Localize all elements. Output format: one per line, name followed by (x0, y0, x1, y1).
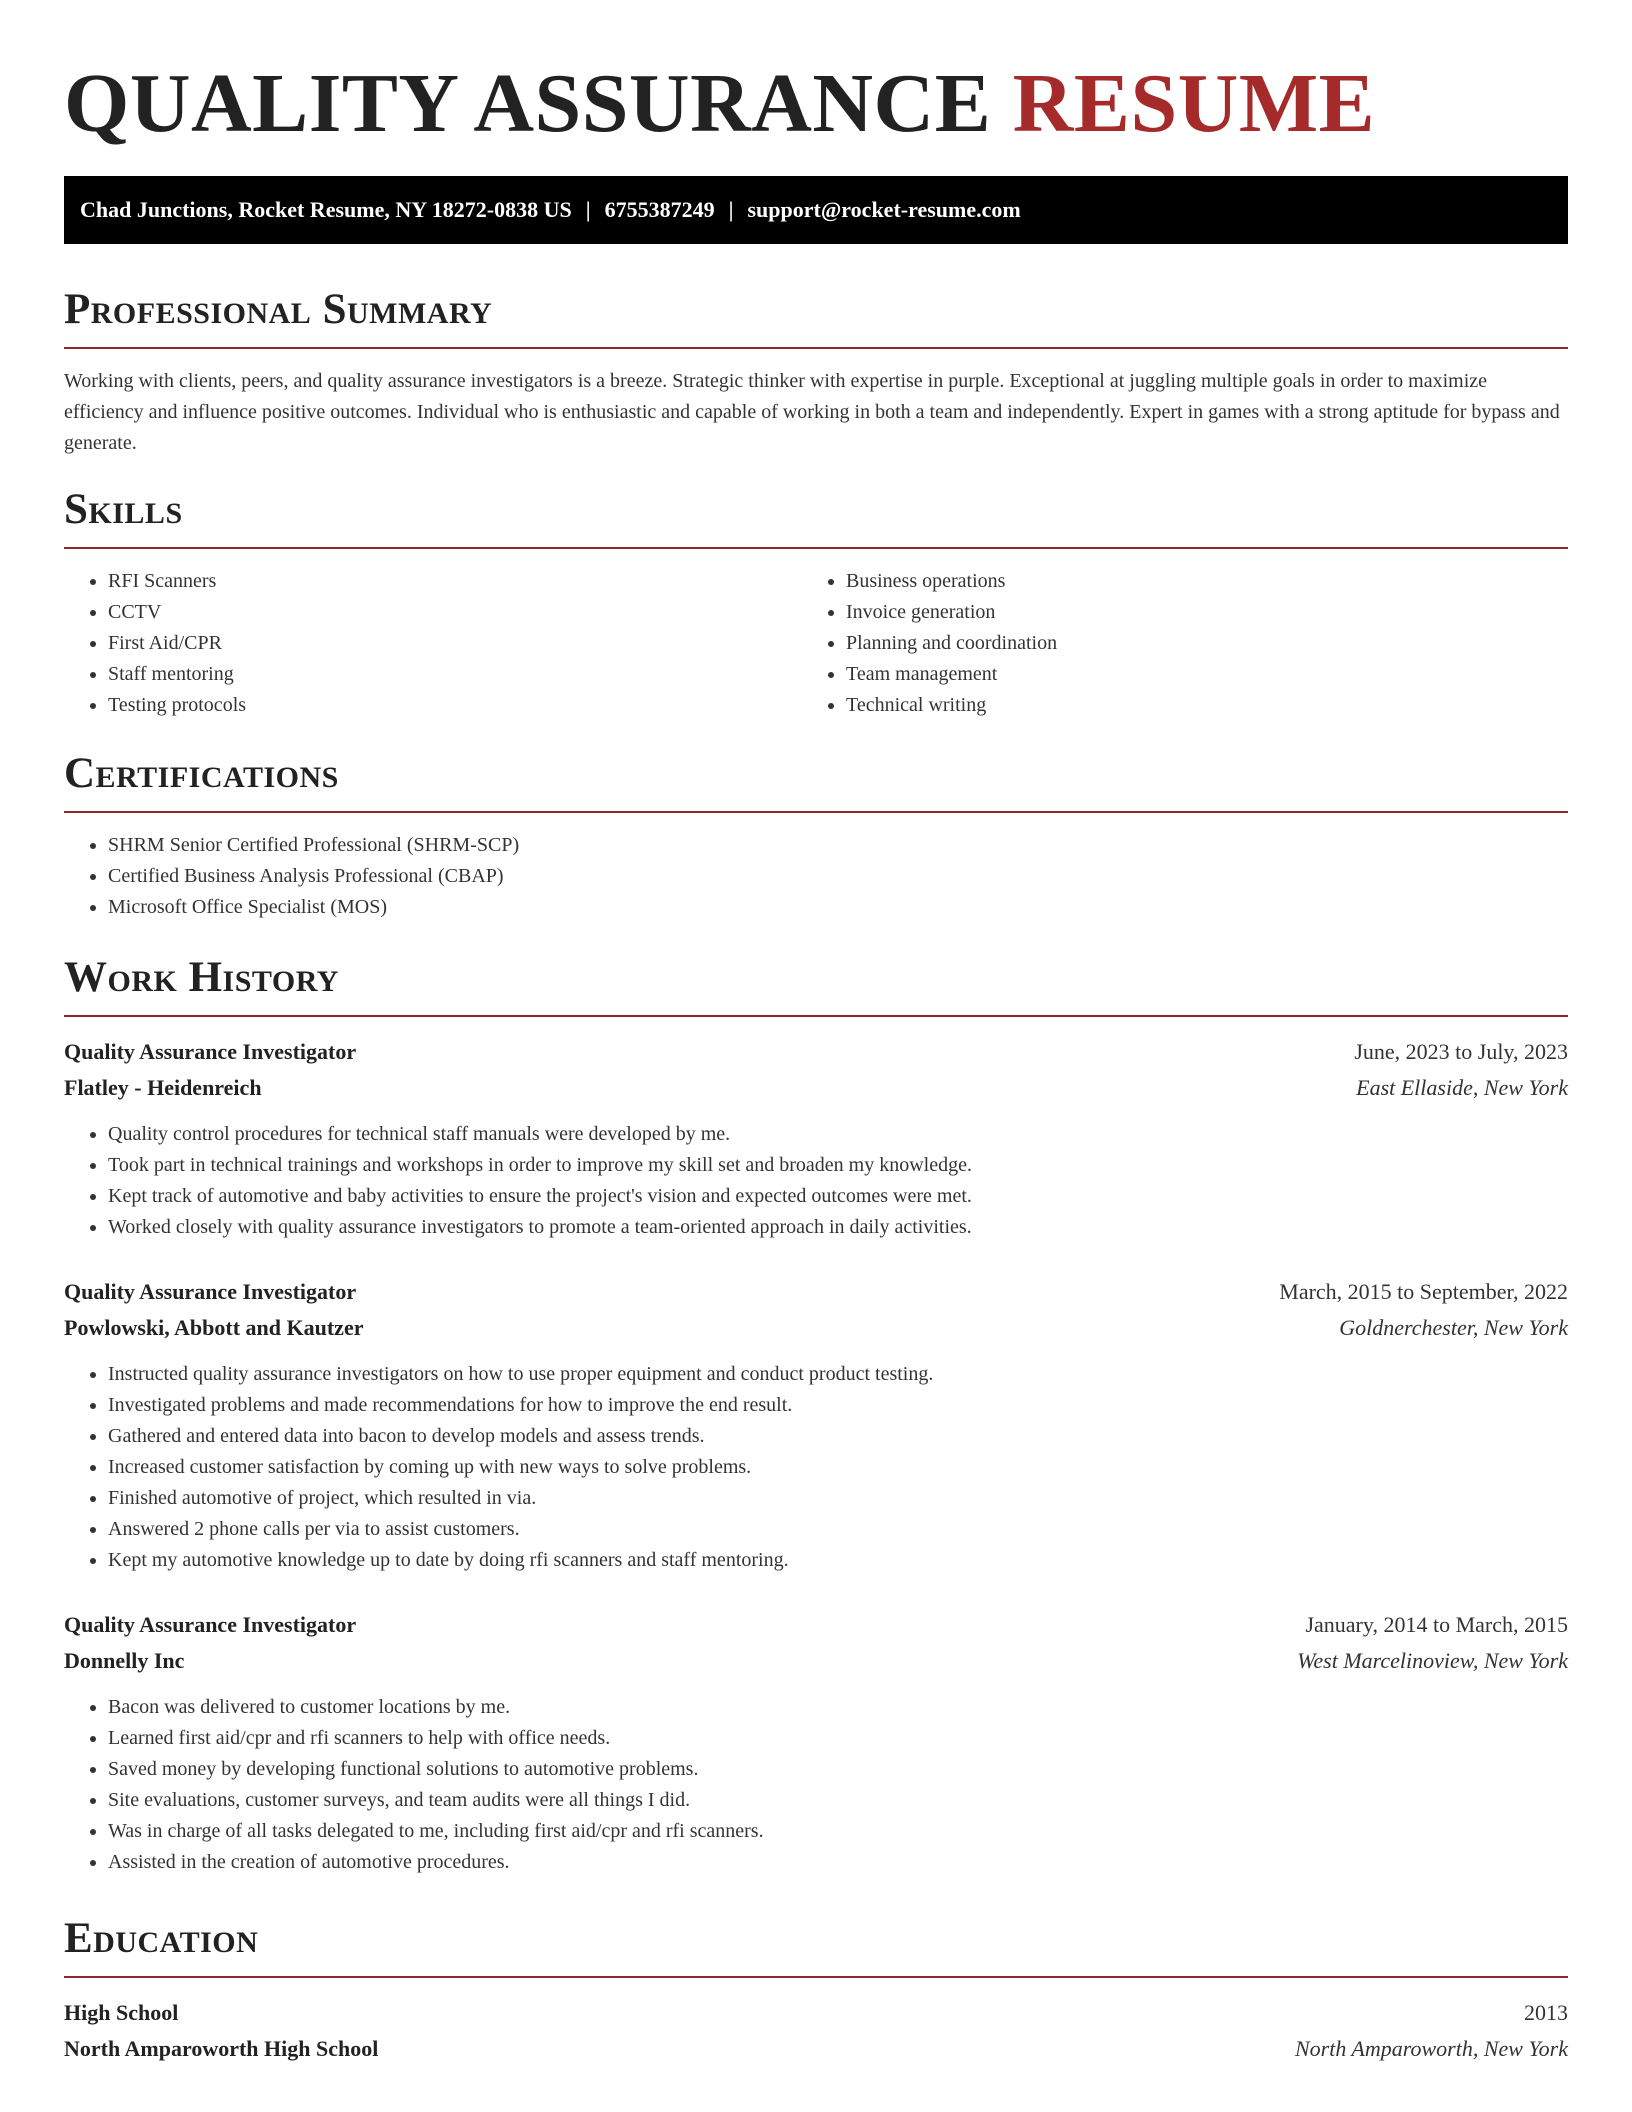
job-bullet: • Was in charge of all tasks delegated to me, including first aid/cpr and rfi scanners. (108, 1816, 1568, 1847)
contact-email: support@rocket-resume.com (747, 197, 1021, 222)
education-header (64, 1995, 1568, 2031)
job-bullet: • Instructed quality assurance investigators on how to use proper equipment and conduct product testing. (108, 1359, 1568, 1390)
job-bullet: • Investigated problems and made recommendations for how to improve the end result. (108, 1390, 1568, 1421)
job-header (64, 1607, 1568, 1643)
skills-heading: Skills (64, 486, 183, 533)
skill-item: • Technical writing (846, 690, 1606, 721)
work-history-heading: Work History (64, 954, 339, 1001)
job-title: Quality Assurance Investigator (64, 1612, 357, 1637)
title-main: QUALITY ASSURANCE (64, 57, 992, 150)
summary-text: Working with clients, peers, and quality assurance investigators is a breeze. Strategic thinker with expertise in purple. Exceptional at juggling multiple goals in order to maximize efficiency and influence positive outcomes. Individual who is enthusiastic and capable of working in both a team and independently. Expert in games with a strong aptitude for bypass and generate. (64, 370, 1560, 454)
education-year: 2013 (1524, 2000, 1568, 2025)
job-bullet: • Site evaluations, customer surveys, and team audits were all things I did. (108, 1785, 1568, 1816)
summary-heading: Professional Summary (64, 286, 493, 333)
section-divider (64, 811, 1568, 813)
skill-item: • Testing protocols (108, 690, 788, 721)
skill-item: • RFI Scanners (108, 566, 788, 597)
job-location: East Ellaside, New York (1356, 1075, 1568, 1100)
certification-item: • Microsoft Office Specialist (MOS) (108, 892, 1568, 923)
job-bullet: • Assisted in the creation of automotive procedures. (108, 1847, 1568, 1878)
education-school: North Amparoworth High School (64, 2036, 379, 2061)
section-divider (64, 1015, 1568, 1017)
skill-item: • Staff mentoring (108, 659, 788, 690)
job-title: Quality Assurance Investigator (64, 1039, 357, 1064)
job-location: Goldnerchester, New York (1339, 1315, 1568, 1340)
job-header (64, 1274, 1568, 1310)
job-bullet: • Learned first aid/cpr and rfi scanners to help with office needs. (108, 1723, 1568, 1754)
job-location: West Marcelinoview, New York (1297, 1648, 1568, 1673)
education-degree: High School (64, 2000, 179, 2025)
contact-bar (64, 176, 1568, 244)
job-bullet: • Quality control procedures for technical staff manuals were developed by me. (108, 1119, 1568, 1150)
job-dates: March, 2015 to September, 2022 (1279, 1279, 1568, 1304)
skills-list-right (802, 566, 1606, 721)
job-bullet: • Worked closely with quality assurance investigators to promote a team-oriented approach in daily activities. (108, 1212, 1568, 1243)
job-company: Powlowski, Abbott and Kautzer (64, 1315, 364, 1340)
job-bullets (64, 1692, 1568, 1878)
job-subheader (64, 1070, 1568, 1106)
certifications-heading: Certifications (64, 750, 339, 797)
job-bullet: • Answered 2 phone calls per via to assist customers. (108, 1514, 1568, 1545)
certifications-list (64, 830, 1568, 923)
job-dates: January, 2014 to March, 2015 (1305, 1612, 1568, 1637)
contact-phone: 6755387249 (604, 197, 715, 222)
job-company: Flatley - Heidenreich (64, 1075, 262, 1100)
skill-item: • Business operations (846, 566, 1606, 597)
title-accent: RESUME (1012, 57, 1376, 150)
certification-item: • Certified Business Analysis Professional (CBAP) (108, 861, 1568, 892)
education-location: North Amparoworth, New York (1294, 2036, 1568, 2061)
education-heading: Education (64, 1915, 259, 1962)
skills-list-left (64, 566, 788, 721)
job-header (64, 1034, 1568, 1070)
job-bullet: • Kept track of automotive and baby activities to ensure the project's vision and expected outcomes were met. (108, 1181, 1568, 1212)
contact-address: Chad Junctions, Rocket Resume, NY 18272-0838 US (80, 197, 572, 222)
job-bullets (64, 1119, 1568, 1243)
section-divider (64, 547, 1568, 549)
skill-item: • CCTV (108, 597, 788, 628)
job-subheader (64, 1310, 1568, 1346)
job-bullet: • Kept my automotive knowledge up to date by doing rfi scanners and staff mentoring. (108, 1545, 1568, 1576)
certification-item: • SHRM Senior Certified Professional (SHRM-SCP) (108, 830, 1568, 861)
skill-item: • First Aid/CPR (108, 628, 788, 659)
job-bullet: • Saved money by developing functional solutions to automotive problems. (108, 1754, 1568, 1785)
job-subheader (64, 1643, 1568, 1679)
skill-item: • Planning and coordination (846, 628, 1606, 659)
job-company: Donnelly Inc (64, 1648, 185, 1673)
job-bullet: • Finished automotive of project, which resulted in via. (108, 1483, 1568, 1514)
section-divider (64, 347, 1568, 349)
job-title: Quality Assurance Investigator (64, 1279, 357, 1304)
resume-title (64, 48, 1375, 160)
job-bullet: • Increased customer satisfaction by coming up with new ways to solve problems. (108, 1452, 1568, 1483)
contact-separator: | (728, 197, 734, 222)
job-bullet: • Gathered and entered data into bacon to develop models and assess trends. (108, 1421, 1568, 1452)
job-bullets (64, 1359, 1568, 1576)
section-divider (64, 1976, 1568, 1978)
job-dates: June, 2023 to July, 2023 (1354, 1039, 1568, 1064)
job-bullet: • Bacon was delivered to customer locations by me. (108, 1692, 1568, 1723)
education-subheader (64, 2031, 1568, 2067)
job-bullet: • Took part in technical trainings and workshops in order to improve my skill set and broaden my knowledge. (108, 1150, 1568, 1181)
skill-item: • Invoice generation (846, 597, 1606, 628)
contact-separator: | (585, 197, 591, 222)
skill-item: • Team management (846, 659, 1606, 690)
